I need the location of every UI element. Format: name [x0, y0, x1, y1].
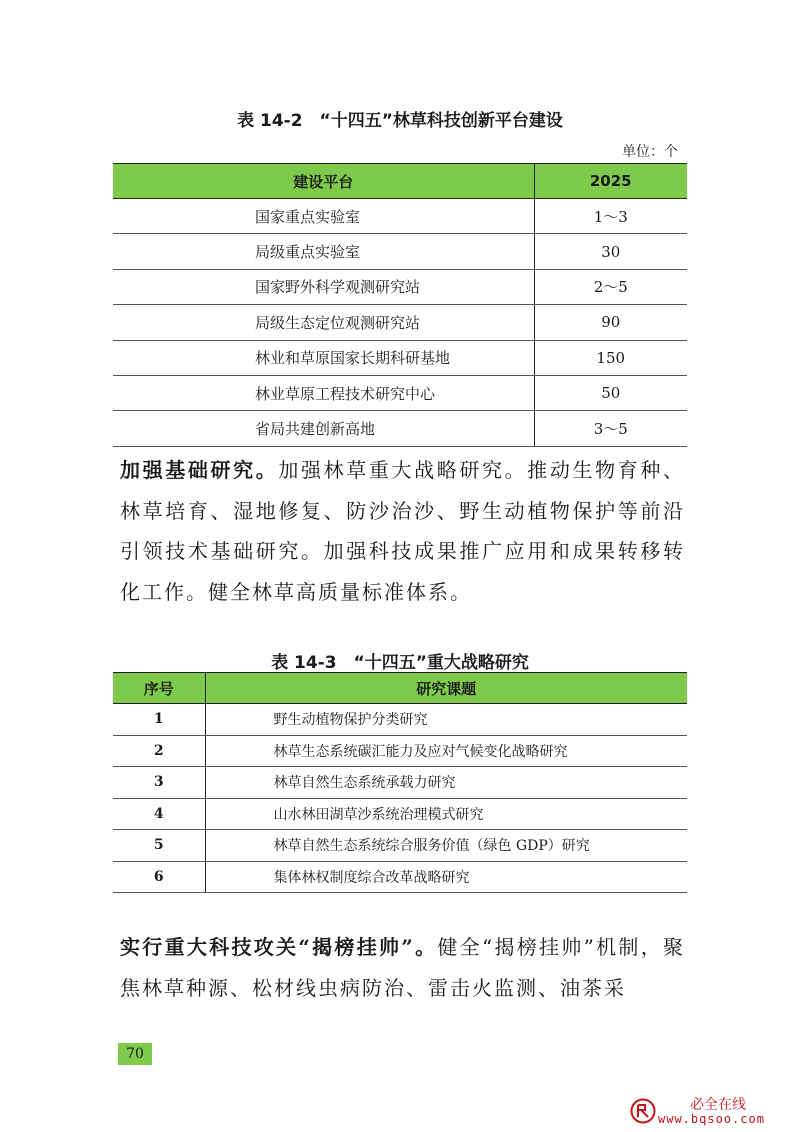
table-row [113, 861, 687, 893]
table-row [113, 830, 687, 862]
bqsoo-logo-icon [630, 1098, 656, 1124]
platform-count: 50 [534, 375, 687, 410]
table-row [113, 704, 687, 736]
paragraph-body: 加强林草重大战略研究。推动生物育种、林草培育、湿地修复、防沙治沙、野生动植物保护等前沿引领技术基础研究。加强科技成果推广应用和成果转移转化工作。健全林草高质量标准体系。 [120, 458, 685, 604]
platform-name: 林业草原工程技术研究中心 [113, 375, 534, 410]
research-topic: 林草生态系统碳汇能力及应对气候变化战略研究 [205, 735, 687, 767]
paragraph-lead: 实行重大科技攻关“揭榜挂帅”。 [120, 935, 438, 959]
table-header-row [113, 164, 687, 199]
table-row [113, 375, 687, 410]
table-14-3 [113, 672, 687, 893]
paragraph-lead: 加强基础研究。 [120, 458, 279, 482]
platform-count: 150 [534, 340, 687, 375]
row-number: 1 [113, 704, 205, 736]
table-row [113, 199, 687, 234]
table-row [113, 798, 687, 830]
research-topic: 集体林权制度综合改革战略研究 [205, 861, 687, 893]
table-row [113, 767, 687, 799]
column-header-topic: 研究课题 [205, 673, 687, 704]
research-topic: 山水林田湖草沙系统治理模式研究 [205, 798, 687, 830]
table-row [113, 411, 687, 446]
paragraph-body: 健全“揭榜挂帅”机制，聚焦林草种源、松材线虫病防治、雷击火监测、油茶采 [120, 935, 685, 1000]
table-14-2 [113, 163, 687, 447]
column-header-platform: 建设平台 [113, 164, 534, 199]
row-number: 2 [113, 735, 205, 767]
table-row [113, 269, 687, 304]
row-number: 4 [113, 798, 205, 830]
research-topic: 林草自然生态系统承载力研究 [205, 767, 687, 799]
table-14-2-caption: 表 14-2 “十四五”林草科技创新平台建设 [237, 111, 563, 131]
watermark-url: www.bqsoo.com [658, 1112, 765, 1126]
table-row [113, 735, 687, 767]
column-header-2025: 2025 [534, 164, 687, 199]
platform-count: 30 [534, 234, 687, 269]
platform-count: 90 [534, 305, 687, 340]
watermark-title: 必全在线 [690, 1097, 746, 1113]
paragraph-key-projects [120, 927, 685, 1008]
table-header-row [113, 673, 687, 704]
table-14-2-unit: 单位：个 [622, 144, 678, 160]
platform-count: 3～5 [534, 411, 687, 446]
watermark[interactable] [630, 1094, 795, 1128]
platform-count: 1～3 [534, 199, 687, 234]
platform-name: 省局共建创新高地 [113, 411, 534, 446]
row-number: 6 [113, 861, 205, 893]
row-number: 3 [113, 767, 205, 799]
platform-name: 局级生态定位观测研究站 [113, 305, 534, 340]
table-row [113, 234, 687, 269]
row-number: 5 [113, 830, 205, 862]
platform-name: 国家野外科学观测研究站 [113, 269, 534, 304]
page-number: 70 [118, 1043, 152, 1065]
platform-name: 局级重点实验室 [113, 234, 534, 269]
research-topic: 野生动植物保护分类研究 [205, 704, 687, 736]
column-header-number: 序号 [113, 673, 205, 704]
research-topic: 林草自然生态系统综合服务价值（绿色 GDP）研究 [205, 830, 687, 862]
table-14-3-caption: 表 14-3 “十四五”重大战略研究 [271, 653, 529, 673]
platform-name: 国家重点实验室 [113, 199, 534, 234]
paragraph-basic-research [120, 450, 685, 612]
platform-name: 林业和草原国家长期科研基地 [113, 340, 534, 375]
platform-count: 2～5 [534, 269, 687, 304]
table-row [113, 340, 687, 375]
table-row [113, 305, 687, 340]
